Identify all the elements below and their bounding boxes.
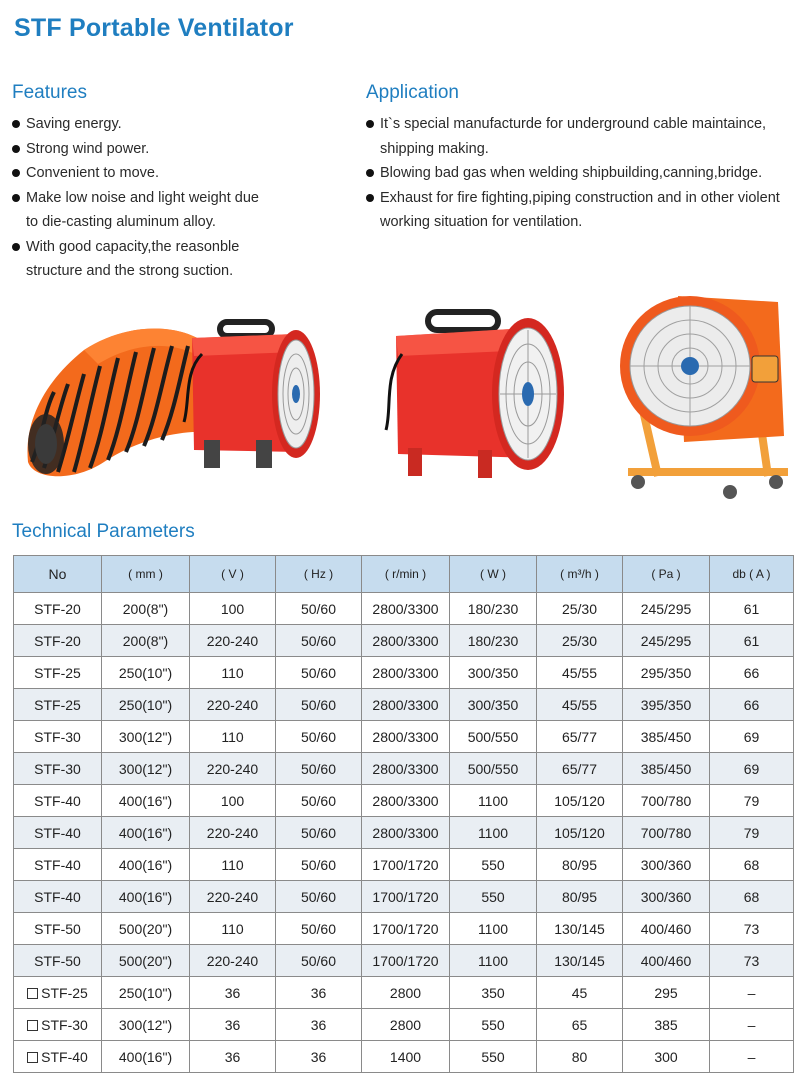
table-cell: 500(20") — [102, 913, 190, 945]
table-cell: STF-20 — [14, 593, 102, 625]
table-cell: STF-20 — [14, 625, 102, 657]
features-section — [12, 82, 342, 284]
table-cell: 110 — [190, 657, 276, 689]
table-cell: 65/77 — [537, 721, 623, 753]
table-cell: 385/450 — [623, 753, 710, 785]
application-section — [366, 82, 796, 235]
table-cell: 45/55 — [537, 657, 623, 689]
table-row — [14, 849, 794, 881]
table-cell: 1100 — [450, 945, 537, 977]
table-cell: 2800/3300 — [362, 817, 450, 849]
table-row — [14, 1041, 794, 1073]
table-cell: 300(12") — [102, 721, 190, 753]
features-heading: Features — [12, 82, 87, 103]
table-cell: 400/460 — [623, 945, 710, 977]
table-cell: 700/780 — [623, 785, 710, 817]
table-cell: 69 — [710, 721, 794, 753]
table-cell: 1100 — [450, 785, 537, 817]
feature-item: Saving energy. — [12, 112, 342, 137]
table-cell: 100 — [190, 785, 276, 817]
application-heading: Application — [366, 82, 459, 103]
table-cell: 2800/3300 — [362, 721, 450, 753]
table-row — [14, 721, 794, 753]
table-cell: STF-25 — [14, 657, 102, 689]
application-item: Blowing bad gas when welding shipbuilding,canning,bridge. — [366, 161, 796, 186]
table-cell: 80/95 — [537, 849, 623, 881]
feature-item: Convenient to move. — [12, 161, 342, 186]
table-cell: 36 — [276, 977, 362, 1009]
technical-parameters-heading: Technical Parameters — [12, 521, 195, 542]
red-fan-body — [184, 322, 320, 468]
table-cell: 550 — [450, 1041, 537, 1073]
fan-on-stand-image — [618, 286, 796, 502]
table-cell: 50/60 — [276, 753, 362, 785]
table-header-row — [14, 556, 794, 593]
table-cell: STF-50 — [14, 945, 102, 977]
table-cell: 50/60 — [276, 945, 362, 977]
table-cell: 65 — [537, 1009, 623, 1041]
column-header: ( mm ) — [102, 556, 190, 593]
table-cell: 45/55 — [537, 689, 623, 721]
table-row — [14, 657, 794, 689]
table-row — [14, 977, 794, 1009]
checkbox-icon — [27, 1020, 38, 1031]
table-cell: 130/145 — [537, 913, 623, 945]
table-cell: 66 — [710, 657, 794, 689]
table-cell: 50/60 — [276, 849, 362, 881]
table-cell: 2800/3300 — [362, 593, 450, 625]
table-cell: 1100 — [450, 817, 537, 849]
application-item: It`s special manufacturde for underground cable maintaince, shipping making. — [366, 112, 796, 161]
table-cell: 36 — [190, 1009, 276, 1041]
table-row — [14, 785, 794, 817]
table-cell: 50/60 — [276, 625, 362, 657]
table-cell: 220-240 — [190, 817, 276, 849]
table-cell: 300/360 — [623, 881, 710, 913]
table-cell: STF-30 — [14, 753, 102, 785]
table-cell: 300/350 — [450, 657, 537, 689]
fan-with-duct-image — [24, 312, 324, 480]
table-row — [14, 593, 794, 625]
table-cell: 500/550 — [450, 753, 537, 785]
table-cell: 180/230 — [450, 625, 537, 657]
table-cell: 250(10") — [102, 977, 190, 1009]
features-list — [12, 112, 342, 284]
column-header: ( m³/h ) — [537, 556, 623, 593]
checkbox-icon — [27, 988, 38, 999]
table-cell: 2800/3300 — [362, 689, 450, 721]
table-cell: 700/780 — [623, 817, 710, 849]
feature-item: Make low noise and light weight due to die-casting aluminum alloy. — [12, 186, 342, 235]
table-cell: 500/550 — [450, 721, 537, 753]
table-cell: 110 — [190, 849, 276, 881]
table-cell: 180/230 — [450, 593, 537, 625]
table-cell: 50/60 — [276, 593, 362, 625]
table-cell: 68 — [710, 849, 794, 881]
table-cell: 400(16") — [102, 817, 190, 849]
table-cell: 400(16") — [102, 785, 190, 817]
table-row — [14, 625, 794, 657]
table-cell: STF-25 — [14, 689, 102, 721]
table-cell: 61 — [710, 593, 794, 625]
table-cell: 25/30 — [537, 625, 623, 657]
table-cell: 220-240 — [190, 945, 276, 977]
table-cell: STF-30 — [14, 1009, 102, 1041]
table-row — [14, 913, 794, 945]
table-cell: 79 — [710, 785, 794, 817]
table-body — [14, 593, 794, 1073]
table-cell: 50/60 — [276, 881, 362, 913]
table-cell: 36 — [276, 1009, 362, 1041]
table-cell: 80/95 — [537, 881, 623, 913]
table-cell: 2800/3300 — [362, 785, 450, 817]
table-cell: 550 — [450, 849, 537, 881]
application-list — [366, 112, 796, 235]
table-cell: – — [710, 977, 794, 1009]
table-cell: 110 — [190, 913, 276, 945]
table-cell: 550 — [450, 1009, 537, 1041]
table-cell: 1700/1720 — [362, 881, 450, 913]
table-cell: 69 — [710, 753, 794, 785]
table-cell: 1700/1720 — [362, 913, 450, 945]
table-cell: 1700/1720 — [362, 945, 450, 977]
table-cell: 65/77 — [537, 753, 623, 785]
table-row — [14, 753, 794, 785]
table-row — [14, 945, 794, 977]
table-cell: 1400 — [362, 1041, 450, 1073]
table-cell: 295/350 — [623, 657, 710, 689]
technical-parameters-table — [13, 555, 794, 1073]
table-cell: 300(12") — [102, 753, 190, 785]
table-cell: – — [710, 1009, 794, 1041]
table-cell: 105/120 — [537, 785, 623, 817]
table-cell: 200(8") — [102, 593, 190, 625]
table-cell: 68 — [710, 881, 794, 913]
table-cell: 400(16") — [102, 849, 190, 881]
fan-side-view-image — [378, 308, 572, 484]
table-cell: STF-40 — [14, 785, 102, 817]
checkbox-icon — [27, 1052, 38, 1063]
table-cell: 2800 — [362, 1009, 450, 1041]
table-cell: 245/295 — [623, 625, 710, 657]
table-cell: 105/120 — [537, 817, 623, 849]
table-cell: 50/60 — [276, 817, 362, 849]
table-cell: 2800/3300 — [362, 657, 450, 689]
table-cell: STF-30 — [14, 721, 102, 753]
table-cell: 295 — [623, 977, 710, 1009]
table-row — [14, 881, 794, 913]
table-cell: 50/60 — [276, 721, 362, 753]
table-cell: 110 — [190, 721, 276, 753]
table-row — [14, 1009, 794, 1041]
table-cell: 250(10") — [102, 657, 190, 689]
table-cell: 100 — [190, 593, 276, 625]
column-header: db ( A ) — [710, 556, 794, 593]
table-cell: 2800/3300 — [362, 625, 450, 657]
column-header: No — [14, 556, 102, 593]
table-cell: 385/450 — [623, 721, 710, 753]
table-cell: STF-40 — [14, 849, 102, 881]
table-cell: 73 — [710, 945, 794, 977]
table-cell: STF-40 — [14, 1041, 102, 1073]
table-cell: 500(20") — [102, 945, 190, 977]
table-cell: 200(8") — [102, 625, 190, 657]
flexible-duct — [27, 329, 210, 477]
table-cell: 130/145 — [537, 945, 623, 977]
table-cell: 2800/3300 — [362, 753, 450, 785]
application-item: Exhaust for fire fighting,piping construction and in other violent working situation for ventilation. — [366, 186, 796, 235]
table-cell: 79 — [710, 817, 794, 849]
table-cell: 45 — [537, 977, 623, 1009]
table-cell: 300 — [623, 1041, 710, 1073]
table-cell: 245/295 — [623, 593, 710, 625]
table-cell: 2800 — [362, 977, 450, 1009]
table-cell: 250(10") — [102, 689, 190, 721]
table-cell: 550 — [450, 881, 537, 913]
table-cell: 66 — [710, 689, 794, 721]
feature-item: Strong wind power. — [12, 137, 342, 162]
table-cell: 36 — [190, 977, 276, 1009]
table-cell: 400/460 — [623, 913, 710, 945]
table-cell: 73 — [710, 913, 794, 945]
column-header: ( V ) — [190, 556, 276, 593]
column-header: ( W ) — [450, 556, 537, 593]
table-cell: – — [710, 1041, 794, 1073]
table-cell: 400(16") — [102, 1041, 190, 1073]
column-header: ( r/min ) — [362, 556, 450, 593]
table-cell: 50/60 — [276, 657, 362, 689]
table-cell: 395/350 — [623, 689, 710, 721]
table-cell: 300(12") — [102, 1009, 190, 1041]
table-cell: 1700/1720 — [362, 849, 450, 881]
table-cell: 300/360 — [623, 849, 710, 881]
page-title: STF Portable Ventilator — [14, 14, 294, 42]
table-cell: STF-50 — [14, 913, 102, 945]
table-cell: 385 — [623, 1009, 710, 1041]
table-cell: 220-240 — [190, 689, 276, 721]
table-cell: 400(16") — [102, 881, 190, 913]
table-cell: 61 — [710, 625, 794, 657]
table-cell: 80 — [537, 1041, 623, 1073]
table-cell: 36 — [276, 1041, 362, 1073]
table-cell: STF-40 — [14, 881, 102, 913]
table-cell: 220-240 — [190, 753, 276, 785]
table-row — [14, 817, 794, 849]
table-cell: 1100 — [450, 913, 537, 945]
table-cell: 25/30 — [537, 593, 623, 625]
table-cell: 50/60 — [276, 785, 362, 817]
table-cell: 350 — [450, 977, 537, 1009]
column-header: ( Hz ) — [276, 556, 362, 593]
table-cell: 50/60 — [276, 913, 362, 945]
table-cell: 220-240 — [190, 625, 276, 657]
table-cell: STF-40 — [14, 817, 102, 849]
table-cell: STF-25 — [14, 977, 102, 1009]
table-cell: 36 — [190, 1041, 276, 1073]
table-cell: 50/60 — [276, 689, 362, 721]
feature-item: With good capacity,the reasonble structure and the strong suction. — [12, 235, 342, 284]
table-cell: 220-240 — [190, 881, 276, 913]
table-cell: 300/350 — [450, 689, 537, 721]
table-row — [14, 689, 794, 721]
column-header: ( Pa ) — [623, 556, 710, 593]
